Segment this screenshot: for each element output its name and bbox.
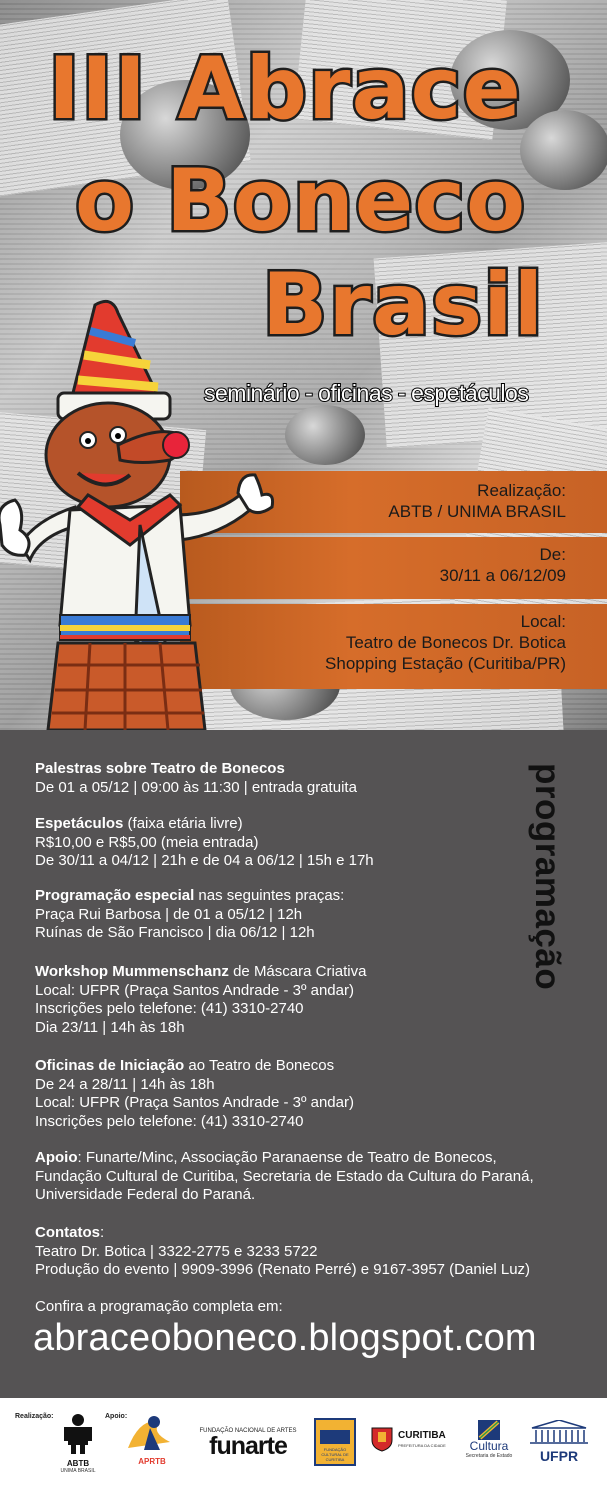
especial-line1: Praça Rui Barbosa | de 01 a 05/12 | 12h bbox=[35, 905, 303, 923]
band-dates-label: De: bbox=[539, 545, 566, 564]
cultura-logo bbox=[464, 1420, 514, 1470]
fcc-icon bbox=[320, 1430, 350, 1444]
especial-suffix: nas seguintes praças: bbox=[194, 887, 345, 904]
funarte-text: funarte bbox=[209, 1432, 287, 1460]
band-location-line1: Teatro de Bonecos Dr. Botica bbox=[345, 633, 566, 652]
palestras-block bbox=[35, 760, 357, 797]
abtb-icon bbox=[58, 1412, 98, 1454]
title-line-3: Brasil bbox=[262, 255, 545, 355]
oficinas-line2: Local: UFPR (Praça Santos Andrade - 3º andar) bbox=[35, 1094, 354, 1111]
curitiba-text: CURITIBA bbox=[398, 1430, 446, 1441]
espetaculos-title: Espetáculos bbox=[35, 815, 124, 832]
band-location-line2: Shopping Estação (Curitiba/PR) bbox=[325, 654, 566, 673]
puppet-illustration bbox=[0, 295, 290, 730]
espetaculos-line1: R$10,00 e R$5,00 (meia entrada) bbox=[35, 833, 259, 851]
funarte-logo bbox=[198, 1428, 298, 1458]
contatos-line1: Teatro Dr. Botica | 3322-2775 e 3233 5722 bbox=[35, 1242, 318, 1260]
apoio-title: Apoio bbox=[35, 1149, 78, 1166]
contatos-line2: Produção do evento | 9909-3996 (Renato Perré) e 9167-3957 (Daniel Luz) bbox=[35, 1261, 531, 1278]
blog-url-link[interactable]: abraceoboneco.blogspot.com bbox=[33, 1317, 537, 1359]
curitiba-crest-icon bbox=[370, 1426, 394, 1452]
espetaculos-line2: De 30/11 a 04/12 | 21h e de 04 a 06/12 | 15h e 17h bbox=[35, 852, 374, 869]
especial-line2: Ruínas de São Francisco | dia 06/12 | 12h bbox=[35, 924, 315, 941]
aprtb-text: APRTB bbox=[138, 1457, 166, 1466]
palestras-title: Palestras sobre Teatro de Bonecos bbox=[35, 760, 285, 777]
especial-title: Programação especial bbox=[35, 887, 195, 904]
workshop-line2: Inscrições pelo telefone: (41) 3310-2740 bbox=[35, 1000, 304, 1017]
hero-photo bbox=[0, 0, 607, 730]
apoio-line1: : Funarte/Minc, Associação Paranaense de Teatro de Bonecos, bbox=[77, 1149, 497, 1166]
band-realizacao-label: Realização: bbox=[477, 481, 566, 500]
funarte-subtext: FUNDAÇÃO NACIONAL DE ARTES bbox=[199, 1428, 297, 1434]
band-location-label: Local: bbox=[520, 612, 566, 631]
curitiba-logo bbox=[370, 1426, 452, 1456]
workshop-line1: Local: UFPR (Praça Santos Andrade - 3º andar) bbox=[35, 981, 354, 999]
contatos-title: Contatos bbox=[35, 1224, 100, 1241]
ufpr-text: UFPR bbox=[539, 1448, 579, 1464]
footer-logos bbox=[0, 1398, 607, 1486]
apoio-block bbox=[35, 1149, 534, 1205]
confira-text: Confira a programação completa em: bbox=[35, 1298, 283, 1315]
oficinas-line3: Inscrições pelo telefone: (41) 3310-2740 bbox=[35, 1112, 304, 1130]
workshop-suffix: de Máscara Criativa bbox=[228, 963, 367, 980]
contatos-block bbox=[35, 1224, 530, 1280]
oficinas-block bbox=[35, 1057, 354, 1131]
palestras-line1: De 01 a 05/12 | 09:00 às 11:30 | entrada gratuita bbox=[35, 778, 357, 796]
band-dates-value: 30/11 a 06/12/09 bbox=[439, 566, 566, 585]
abtb-text: ABTB bbox=[66, 1459, 90, 1468]
aprtb-logo bbox=[120, 1412, 184, 1472]
programacao-vertical-title: programação bbox=[528, 763, 567, 991]
oficinas-suffix: ao Teatro de Bonecos bbox=[184, 1057, 335, 1074]
unima-text: UNIMA BRASIL bbox=[60, 1468, 96, 1474]
apoio-line2: Fundação Cultural de Curitiba, Secretaria de Estado da Cultura do Paraná, bbox=[35, 1167, 534, 1185]
contatos-colon: : bbox=[100, 1224, 105, 1241]
apoio-line3: Universidade Federal do Paraná. bbox=[35, 1186, 256, 1203]
cultura-icon bbox=[478, 1420, 500, 1440]
ufpr-building-icon bbox=[528, 1420, 590, 1444]
aprtb-icon bbox=[120, 1412, 184, 1452]
title-line-2: o Boneco bbox=[75, 151, 527, 251]
cultura-subtext: Secretaria de Estado bbox=[465, 1453, 513, 1459]
abtb-logo bbox=[58, 1412, 98, 1474]
fcc-text: FUNDAÇÃO CULTURAL DE CURITIBA bbox=[321, 1447, 349, 1462]
curitiba-subtext: PREFEITURA DA CIDADE bbox=[398, 1443, 446, 1448]
oficinas-title: Oficinas de Iniciação bbox=[35, 1057, 185, 1074]
fcc-logo bbox=[314, 1418, 356, 1466]
cultura-text: Cultura bbox=[469, 1439, 509, 1453]
ufpr-logo bbox=[528, 1420, 590, 1464]
workshop-block bbox=[35, 963, 366, 1037]
espetaculos-block bbox=[35, 815, 374, 871]
title-line-1: III Abrace bbox=[48, 39, 522, 139]
workshop-line3: Dia 23/11 | 14h às 18h bbox=[35, 1018, 185, 1036]
footer-apoio-label: Apoio: bbox=[105, 1413, 128, 1420]
footer-realizacao-label: Realização: bbox=[15, 1413, 54, 1420]
subtitle: seminário - oficinas - espetáculos bbox=[204, 380, 529, 406]
espetaculos-suffix: (faixa etária livre) bbox=[123, 815, 243, 832]
especial-block bbox=[35, 887, 344, 943]
oficinas-line1: De 24 a 28/11 | 14h às 18h bbox=[35, 1075, 215, 1093]
workshop-title: Workshop Mummenschanz bbox=[35, 963, 229, 980]
band-realizacao-value: ABTB / UNIMA BRASIL bbox=[388, 502, 566, 521]
